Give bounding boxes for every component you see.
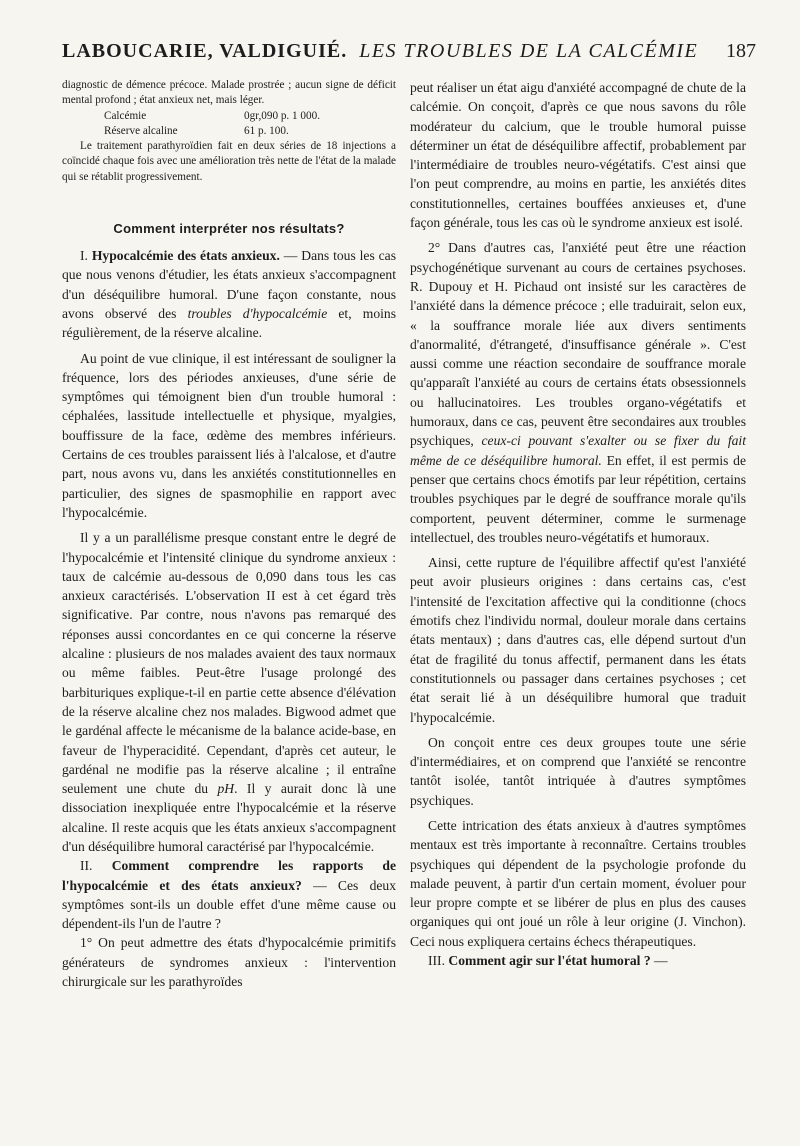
emphasis: ceux-ci pouvant s'exalter ou se fixer du fait même de ce déséquilibre humoral. [410, 433, 746, 468]
lab-row-calcemia [62, 109, 396, 124]
text: — Ces deux symptômes sont-ils un double effet d'une même cause ou dépendent-ils l'un de l'autre ? [62, 877, 396, 932]
text: — Dans tous les cas que nous venons d'étudier, les états anxieux s'accompagnent d'un déséquilibre humoral. D'une façon constante, nous avons observé des [62, 248, 396, 321]
authors: LABOUCARIE, VALDIGUIÉ. [62, 40, 348, 62]
subsection-title: Comment agir sur l'état humoral ? [448, 953, 651, 969]
paragraph [410, 238, 746, 547]
section-number: II. [80, 858, 93, 874]
paragraph: On conçoit entre ces deux groupes toute une série d'intermédiaires, et on comprend que l'anxiété se rencontre tantôt isolée, tantôt intriquée à d'autres symptômes psychiques. [410, 734, 746, 808]
section-heading: Comment interpréter nos résultats? [113, 221, 345, 237]
lab-value: 61 p. 100. [244, 124, 289, 137]
emphasis: troubles d'hypocalcémie [187, 305, 328, 321]
subsection-title: Comment comprendre les rapports de l'hypocalcémie et des états anxieux? [62, 858, 396, 893]
paragraph [410, 951, 746, 970]
paragraph [62, 856, 396, 933]
right-column [410, 78, 746, 970]
lab-label: Calcémie [104, 109, 147, 122]
page-number: 187 [726, 40, 756, 62]
text: Il y a un parallélisme presque constant entre le degré de l'hypocalcémie et l'intensité clinique du syndrome anxieux : taux de calcémie au-dessous de 0,090 dans tous les cas anxieux caractérisés. L'observation II est à cet égard très significative. Par contre, nous n'avons pas remarqué des réponses aussi concordantes en ce qui concerne la réserve alcaline : plusieurs de nos malades avaient des taux normaux ou même faibles. Peut-être l'usage prolongé des barbituriques explique-t-il en partie cette absence d'élévation de la réserve alcaline chez nos malades. Bigwood admet que le gardénal affecte le mécanisme de la balance acide-base, en faveur de l'hyperacidité. Cependant, d'après cet auteur, le gardénal ne modifie pas la réserve alcaline ; il entraîne seulement une chute du [62, 530, 396, 797]
emphasis: pH [217, 781, 235, 797]
case-report [62, 78, 396, 185]
text: et, moins régulièrement, de la réserve alcaline. [62, 305, 396, 341]
page-header [62, 40, 756, 70]
left-column [62, 78, 396, 991]
lab-value: 0gr,090 p. 1 000. [244, 109, 320, 122]
running-title: LES TROUBLES DE LA CALCÉMIE [359, 40, 699, 62]
paragraph [62, 528, 396, 856]
paragraph: peut réaliser un état aigu d'anxiété accompagné de chute de la calcémie. On conçoit, d'après ce que nous savons du rôle modérateur du calcium, que le trouble humoral puisse déterminer un état de déséquilibre affectif, probablement par l'intermédiaire de troubles neuro-végétatifs. C'est ainsi que l'on peut comprendre, au moins en partie, les anxiétés dites constitutionnelles, certaines bouffées anxieuses et, d'une façon générale, tous les cas où le syndrome anxieux est isolé. [410, 80, 746, 231]
lab-row-alkaline-reserve [62, 124, 396, 139]
paragraph: Cette intrication des états anxieux à d'autres symptômes mentaux est très importante à reconnaître. Certains troubles psychiques qui dépendent de la psychologie profonde du malade peuvent, à partir d'un certain moment, évoluer pour leur propre compte et se libérer de plus en plus des causes organiques qui ont joué un rôle à leur origine (J. Vinchon). Ceci nous expliquera certains échecs thérapeutiques. [410, 817, 746, 949]
paragraph [62, 246, 396, 342]
paragraph: Ainsi, cette rupture de l'équilibre affectif qu'est l'anxiété peut avoir plusieurs origines : dans certains cas, c'est l'intensité de l'excitation affective qui la conditionne (chocs émotifs chez l'individu normal, douleur morale dans certains états mentaux) ; dans d'autres cas, elle dépend surtout d'un état de fragilité du tonus affectif, permanent dans les états constitutionnels ou passager dans certaines psychoses ; cet état serait lié à un déséquilibre humoral que traduit l'hypocalcémie. [410, 555, 746, 725]
text: — [650, 953, 668, 969]
paragraph: Au point de vue clinique, il est intéressant de souligner la fréquence, lors des périodes anxieuses, d'une série de symptômes qui témoignent bien d'un trouble humoral : céphalées, lassitude intellectuelle et physique, myalgies, bouffissure de la face, œdème des membres inférieurs. Certains de ces troubles paraissent liés à l'alcalose, et d'autre part, nous avons vu, dans les anxiétés constitutionnelles en particulier, des signes de spasmophilie en rapport avec l'hypocalcémie. [62, 350, 396, 520]
treatment-note: Le traitement parathyroïdien fait en deux séries de 18 injections a coïncidé chaque fois avec une amélioration très nette de l'état de la malade qui se rétablit progressivement. [62, 140, 396, 183]
subsection-title: Hypocalcémie des états anxieux. [91, 248, 280, 264]
lab-label: Réserve alcaline [104, 124, 178, 137]
text: 2° Dans d'autres cas, l'anxiété peut être une réaction psychogénétique survenant au cours de certaines psychoses. R. Dupouy et H. Pichaud ont insisté sur les caractères de l'anxiété dans la démence précoce ; elle traduirait, selon eux, « la souffrance morale liée aux divers sentiments d'anormalité, d'étrangeté, d'insuffisance générale ». C'est aussi comme une réaction secondaire de souffrance morale qu'apparaît l'anxiété au cours de certains états obsessionnels ou hallucinatoires. Les troubles organo-végétatifs et humoraux, dans ce cas, peuvent être secondaires aux troubles psychiques, [410, 240, 746, 449]
section-number: I. [80, 248, 88, 264]
paragraph: 1° On peut admettre des états d'hypocalcémie primitifs générateurs de syndromes anxieux : l'intervention chirurgicale sur les parathyroïdes [62, 935, 396, 990]
text: En effet, il est permis de penser que certains chocs émotifs par leur répétition, certains troubles psychiques par le degré de souffrance morale qu'ils comportent, peuvent déterminer, comme le surmenage intellectuel, des troubles neuro-végétatifs et humoraux. [410, 452, 747, 545]
case-note: diagnostic de démence précoce. Malade prostrée ; aucun signe de déficit mental profond ; état anxieux net, mais léger. [62, 79, 396, 107]
text: . Il y aurait donc là une dissociation inexpliquée entre l'hypocalcémie et la réserve alcaline. Il reste acquis que les états anxieux s'accompagnent d'un déséquilibre humoral caractérisé par l'hypocalcémie. [62, 781, 396, 854]
section-number: III. [428, 953, 445, 969]
